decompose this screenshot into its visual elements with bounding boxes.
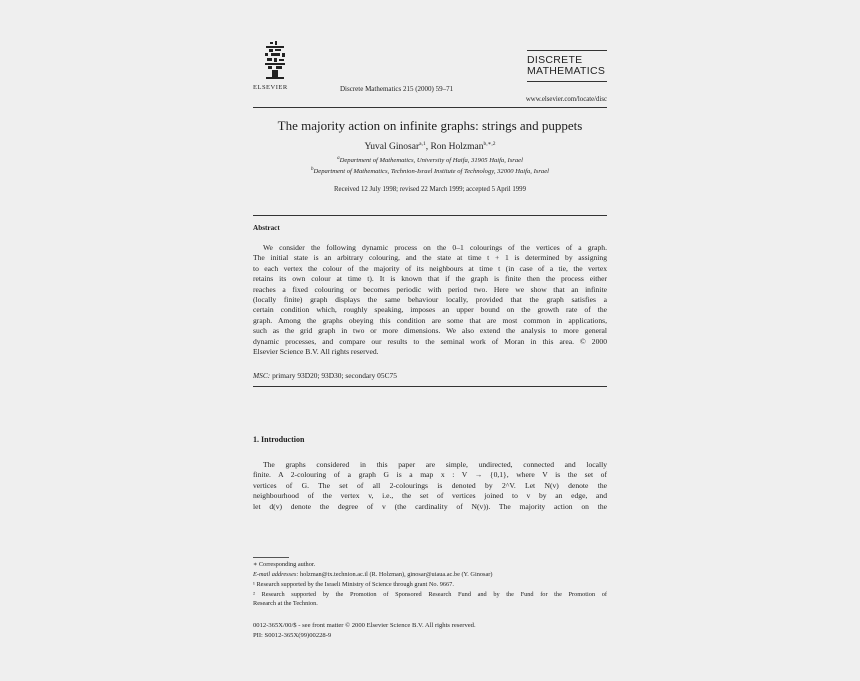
affiliation-a bbox=[253, 156, 607, 164]
abstract-line: Elsevier Science B.V. All rights reserved. bbox=[253, 347, 379, 357]
brand-line-1: DISCRETE bbox=[527, 54, 583, 66]
abstract-line: We consider the following dynamic process on the 0–1 colourings of the vertices of a graph. bbox=[263, 243, 607, 252]
affiliation-b bbox=[253, 167, 607, 175]
affiliation-b-text: Department of Mathematics, Technion-Israel Institute of Technology, 32000 Haifa, Israel bbox=[313, 168, 549, 176]
abstract-line: dynamic processes, and compare our results to the seminal work of Moran in this area. © 2000 bbox=[253, 336, 607, 346]
brand-rule-bottom bbox=[527, 81, 607, 82]
affiliation-b-mark: b bbox=[311, 167, 314, 172]
author-2: Ron Holzman bbox=[430, 142, 484, 153]
journal-brand bbox=[527, 55, 605, 77]
brand-rule-top bbox=[527, 50, 607, 51]
abstract-rule-bottom bbox=[253, 386, 607, 387]
footnote-2-line-2: Research at the Technion. bbox=[253, 600, 318, 607]
msc-classification bbox=[253, 371, 397, 380]
introduction-body bbox=[253, 460, 607, 512]
section-heading: 1. Introduction bbox=[253, 435, 305, 444]
abstract-line: (locally finite) graph displays the same behaviour locally, provided that the graph satisfies a bbox=[253, 295, 607, 305]
author-1: Yuval Ginosar bbox=[364, 142, 420, 153]
author-1-marks: a,1 bbox=[419, 141, 426, 147]
author-separator: , bbox=[425, 142, 431, 153]
msc-value: primary 93D20; 93D30; secondary 05C75 bbox=[270, 371, 397, 380]
footnote-rule bbox=[253, 557, 289, 558]
front-matter-line: 0012-365X/00/$ - see front matter © 2000 Elsevier Science B.V. All rights reserved. bbox=[253, 622, 476, 629]
intro-line: let d(v) denote the degree of v (the cardinality of N(v)). The majority action on the bbox=[253, 501, 607, 511]
email-label: E-mail addresses: bbox=[253, 571, 299, 578]
abstract-body bbox=[253, 243, 607, 357]
affiliation-a-text: Department of Mathematics, University of Haifa, 31905 Haifa, Israel bbox=[339, 157, 523, 165]
received-dates: Received 12 July 1998; revised 22 March 1999; accepted 5 April 1999 bbox=[334, 186, 526, 193]
footnote-2-line-1: ² Research supported by the Promotion of Sponsored Research Fund and by the Fund for the Promotion of bbox=[253, 591, 607, 598]
author-2-marks: b,∗,2 bbox=[483, 141, 496, 147]
journal-url[interactable]: www.elsevier.com/locate/disc bbox=[525, 96, 607, 103]
paper-page bbox=[253, 40, 607, 660]
abstract-line: certain condition which, roughly speaking, imposes an upper bound on the growth rate of the bbox=[253, 305, 607, 315]
msc-label: MSC: bbox=[253, 371, 271, 380]
footnote-1: ¹ Research supported by the Israeli Ministry of Science through grant No. 9667. bbox=[253, 581, 454, 588]
abstract-line: retains its own colour at time t). It is known that if the graph is finite then the process either bbox=[253, 274, 607, 284]
email-addresses[interactable]: holzman@tx.technion.ac.il (R. Holzman), ginosar@uiaua.ac.be (Y. Ginosar) bbox=[298, 571, 493, 578]
abstract-line: to each vertex the colour of the majority of its neighbours at time t (in case of a tie, the vertex bbox=[253, 263, 607, 273]
header-rule bbox=[253, 107, 607, 108]
paper-title: The majority action on infinite graphs: strings and puppets bbox=[277, 118, 583, 133]
footnote-email bbox=[253, 570, 607, 580]
abstract-line: The initial state is an arbitrary colouring, and the state at time t + 1 is determined by assigning bbox=[253, 253, 607, 263]
footnote-corresponding: ∗ Corresponding author. bbox=[253, 561, 316, 568]
abstract-rule-top bbox=[253, 215, 607, 216]
abstract-heading: Abstract bbox=[253, 224, 280, 232]
abstract-line: such as the grid graph in two or more dimensions. We also extend the analysis to more general bbox=[253, 326, 607, 336]
pii-line: PII: S0012-365X(99)00228-9 bbox=[253, 632, 332, 639]
publisher-name: ELSEVIER bbox=[253, 84, 288, 91]
affiliation-a-mark: a bbox=[337, 156, 340, 161]
elsevier-logo bbox=[260, 40, 290, 82]
abstract-line: graph. Among the graphs obeying this condition are some that are most common in applications, bbox=[253, 315, 607, 325]
abstract-line: reaches a fixed colouring or becomes periodic with period two. Here we show that an infinite bbox=[253, 284, 607, 294]
intro-line: The graphs considered in this paper are simple, undirected, connected and locally bbox=[263, 460, 607, 469]
journal-reference: Discrete Mathematics 215 (2000) 59–71 bbox=[340, 85, 454, 93]
intro-line: neighbourhood of the vertex v, i.e., the set of vertices joined to v by an edge, and bbox=[253, 491, 607, 501]
author-line bbox=[253, 141, 607, 152]
brand-line-2: MATHEMATICS bbox=[527, 65, 606, 77]
intro-line: vertices of G. The set of all 2-colourings is denoted by 2^V. Let N(v) denote the bbox=[253, 480, 607, 490]
intro-line: finite. A 2-colouring of a graph G is a map x : V → {0,1}, where V is the set of bbox=[253, 470, 607, 480]
